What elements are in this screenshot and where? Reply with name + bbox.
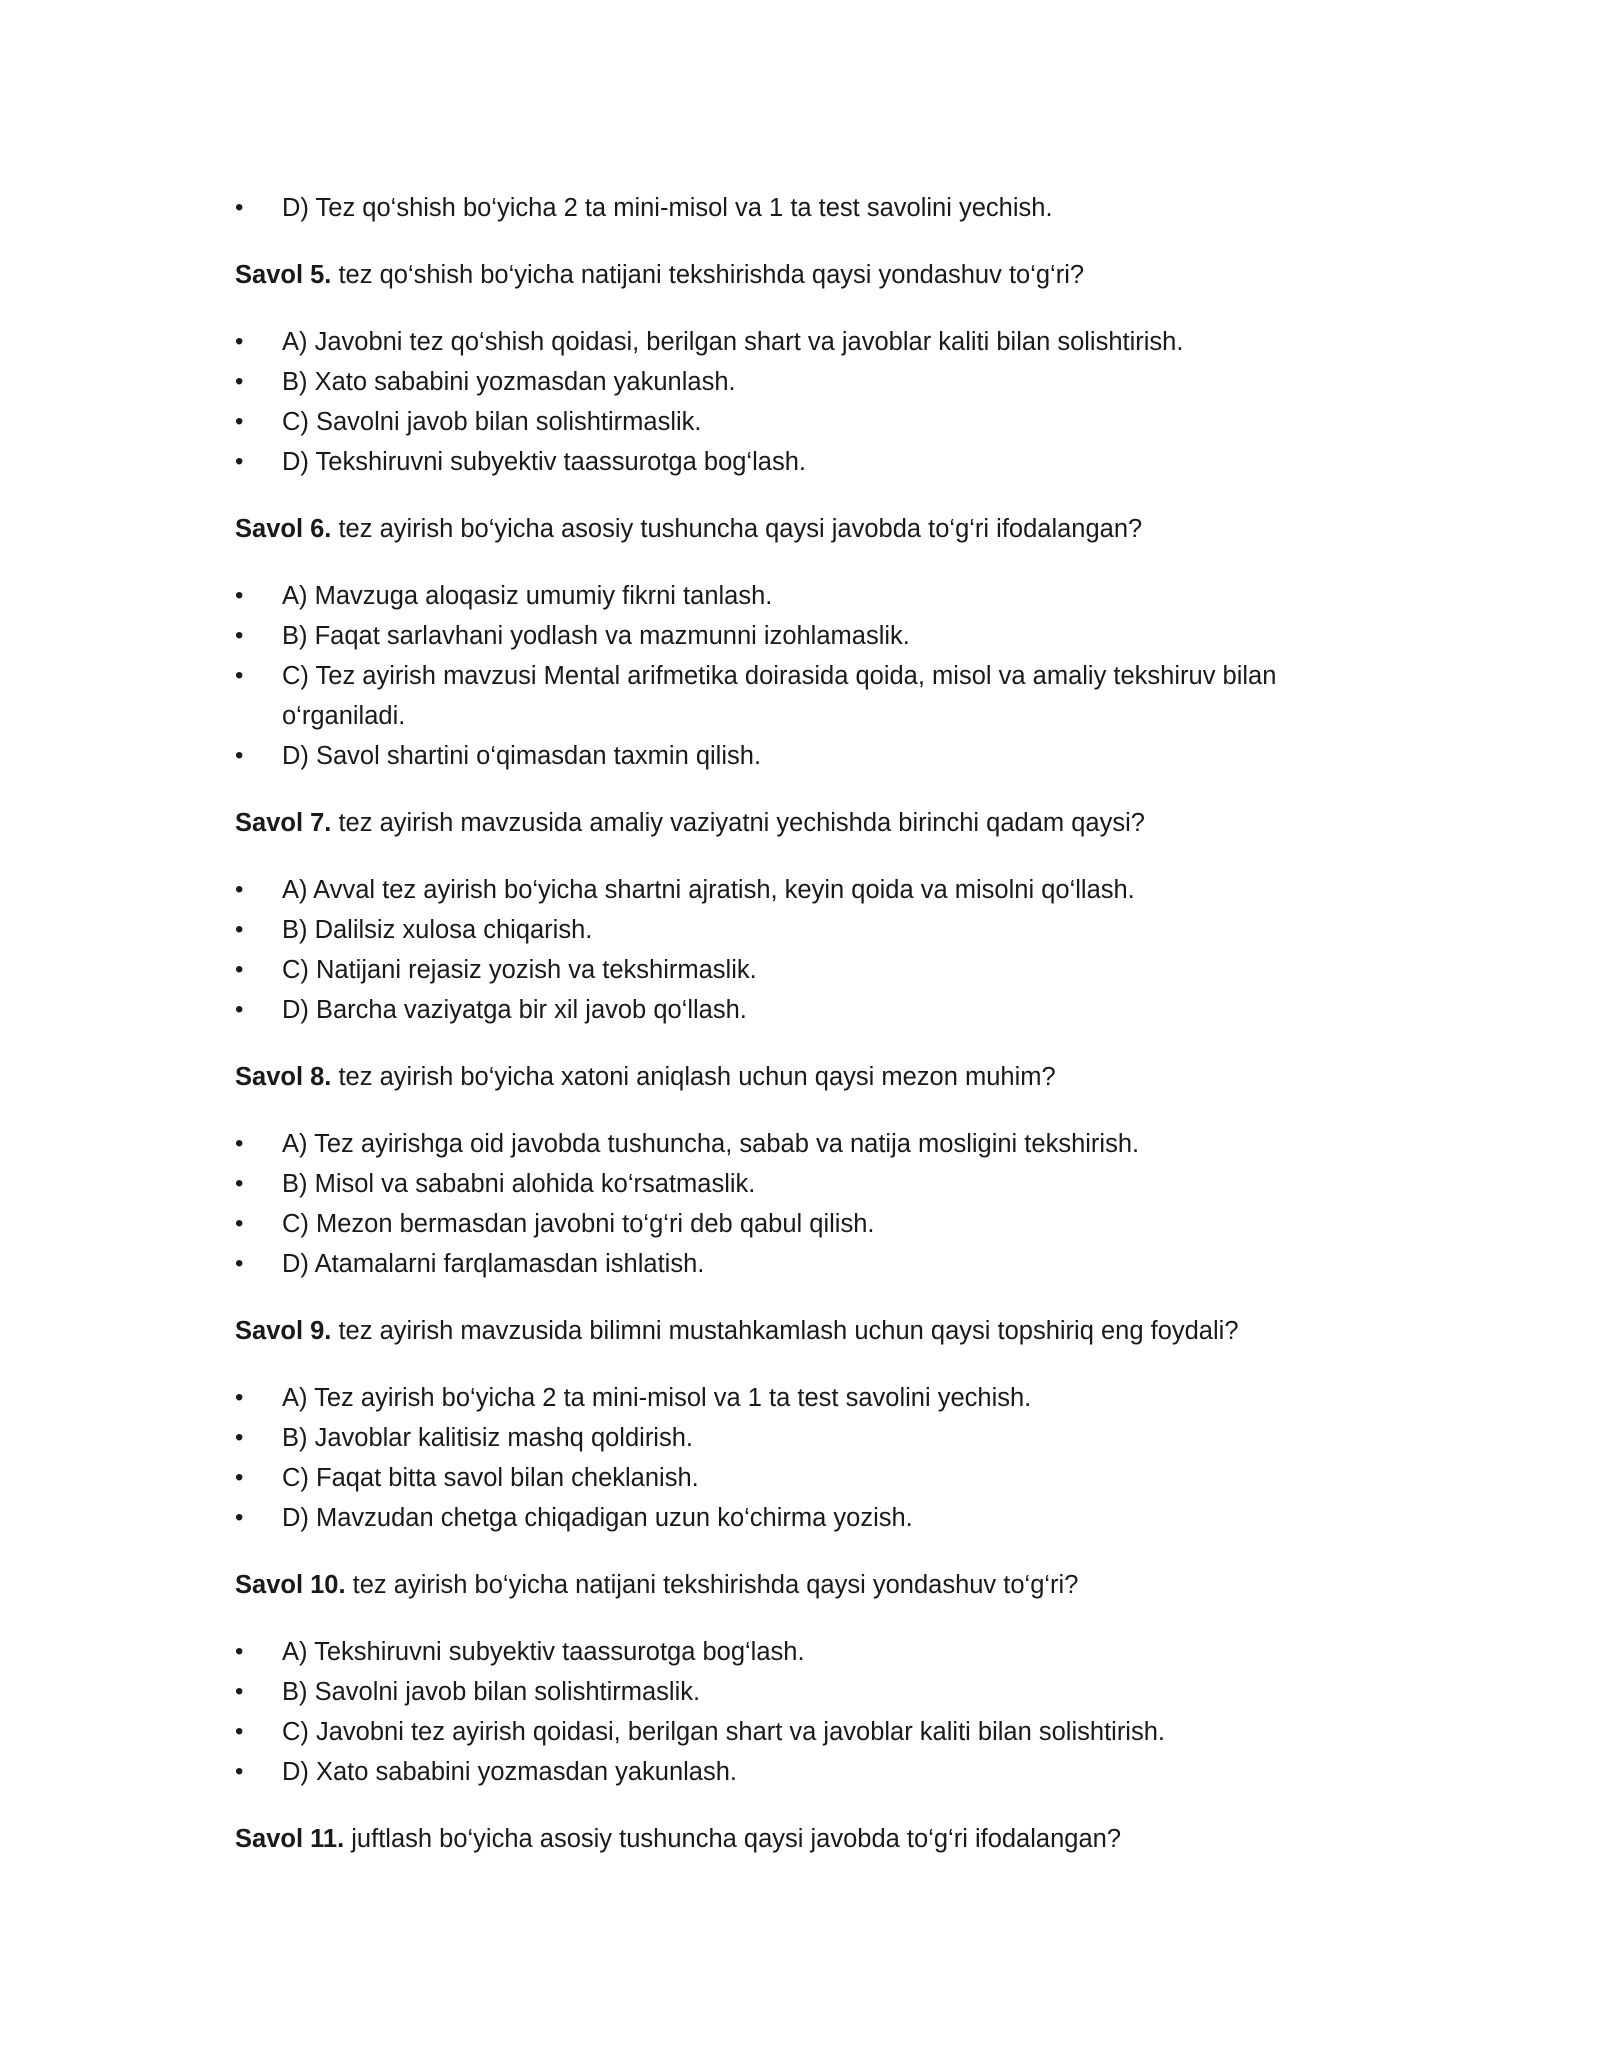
options-list bbox=[235, 1378, 1345, 1538]
question-heading bbox=[235, 255, 1345, 295]
question-text: tez qo‘shish bo‘yicha natijani tekshirishda qaysi yondashuv to‘g‘ri? bbox=[331, 261, 1085, 289]
bullet-icon: • bbox=[235, 1678, 244, 1705]
options-list bbox=[235, 322, 1345, 482]
question-text: juftlash bo‘yicha asosiy tushuncha qaysi javobda to‘g‘ri ifodalangan? bbox=[344, 1825, 1122, 1853]
list-item bbox=[235, 1498, 1345, 1538]
option-text: A) Tez ayirish bo‘yicha 2 ta mini-misol va 1 ta test savolini yechish. bbox=[282, 1384, 1032, 1412]
bullet-icon: • bbox=[235, 1130, 244, 1157]
options-list bbox=[235, 870, 1345, 1030]
option-text: C) Faqat bitta savol bilan cheklanish. bbox=[282, 1464, 699, 1492]
list-item bbox=[235, 1204, 1345, 1244]
option-text: C) Tez ayirish mavzusi Mental arifmetika doirasida qoida, misol va amaliy tekshiruv bilan o‘rganiladi. bbox=[282, 662, 1277, 730]
bullet-icon: • bbox=[235, 1384, 244, 1411]
list-item bbox=[235, 1164, 1345, 1204]
bullet-icon: • bbox=[235, 1170, 244, 1197]
question-label: Savol 5. bbox=[235, 261, 332, 289]
list-item bbox=[235, 576, 1345, 616]
list-item bbox=[235, 362, 1345, 402]
bullet-icon: • bbox=[235, 916, 244, 943]
question-block bbox=[235, 509, 1345, 776]
option-text: A) Avval tez ayirish bo‘yicha shartni ajratish, keyin qoida va misolni qo‘llash. bbox=[282, 876, 1135, 904]
question-block bbox=[235, 1565, 1345, 1792]
option-text: D) Tez qo‘shish bo‘yicha 2 ta mini-misol va 1 ta test savolini yechish. bbox=[282, 194, 1053, 222]
question-heading bbox=[235, 1311, 1345, 1351]
question-block bbox=[235, 1057, 1345, 1284]
list-item bbox=[235, 1712, 1345, 1752]
question-block bbox=[235, 1311, 1345, 1538]
bullet-icon: • bbox=[235, 408, 244, 435]
list-item bbox=[235, 188, 1345, 228]
bullet-icon: • bbox=[235, 1424, 244, 1451]
question-label: Savol 7. bbox=[235, 809, 332, 837]
question-label: Savol 9. bbox=[235, 1317, 332, 1345]
list-item bbox=[235, 1672, 1345, 1712]
list-item bbox=[235, 1244, 1345, 1284]
bullet-icon: • bbox=[235, 1638, 244, 1665]
question-block bbox=[235, 255, 1345, 482]
list-item bbox=[235, 616, 1345, 656]
list-item bbox=[235, 1752, 1345, 1792]
question-text: tez ayirish bo‘yicha asosiy tushuncha qaysi javobda to‘g‘ri ifodalangan? bbox=[331, 515, 1143, 543]
option-text: B) Faqat sarlavhani yodlash va mazmunni izohlamaslik. bbox=[282, 622, 910, 650]
bullet-icon: • bbox=[235, 1210, 244, 1237]
question-text: tez ayirish bo‘yicha natijani tekshirishda qaysi yondashuv to‘g‘ri? bbox=[345, 1571, 1079, 1599]
list-item bbox=[235, 1458, 1345, 1498]
bullet-icon: • bbox=[235, 1250, 244, 1277]
options-list bbox=[235, 1124, 1345, 1284]
option-text: D) Barcha vaziyatga bir xil javob qo‘llash. bbox=[282, 996, 747, 1024]
option-text: D) Mavzudan chetga chiqadigan uzun ko‘chirma yozish. bbox=[282, 1504, 913, 1532]
list-item bbox=[235, 910, 1345, 950]
bullet-icon: • bbox=[235, 1758, 244, 1785]
option-text: D) Atamalarni farqlamasdan ishlatish. bbox=[282, 1250, 705, 1278]
list-item bbox=[235, 656, 1345, 736]
bullet-icon: • bbox=[235, 996, 244, 1023]
option-text: B) Dalilsiz xulosa chiqarish. bbox=[282, 916, 593, 944]
bullet-icon: • bbox=[235, 742, 244, 769]
bullet-icon: • bbox=[235, 328, 244, 355]
question-heading bbox=[235, 1819, 1345, 1859]
question-text: tez ayirish bo‘yicha xatoni aniqlash uchun qaysi mezon muhim? bbox=[331, 1063, 1056, 1091]
list-item bbox=[235, 402, 1345, 442]
continued-options-list bbox=[235, 188, 1345, 228]
list-item bbox=[235, 322, 1345, 362]
bullet-icon: • bbox=[235, 662, 244, 689]
options-list bbox=[235, 1632, 1345, 1792]
bullet-icon: • bbox=[235, 1464, 244, 1491]
option-text: C) Natijani rejasiz yozish va tekshirmaslik. bbox=[282, 956, 757, 984]
list-item bbox=[235, 1378, 1345, 1418]
bullet-icon: • bbox=[235, 876, 244, 903]
option-text: B) Xato sababini yozmasdan yakunlash. bbox=[282, 368, 736, 396]
list-item bbox=[235, 990, 1345, 1030]
question-heading bbox=[235, 509, 1345, 549]
question-text: tez ayirish mavzusida amaliy vaziyatni yechishda birinchi qadam qaysi? bbox=[331, 809, 1145, 837]
question-label: Savol 10. bbox=[235, 1571, 346, 1599]
list-item bbox=[235, 950, 1345, 990]
question-block bbox=[235, 1819, 1345, 1859]
document-content bbox=[235, 188, 1345, 1886]
bullet-icon: • bbox=[235, 582, 244, 609]
bullet-icon: • bbox=[235, 622, 244, 649]
option-text: A) Mavzuga aloqasiz umumiy fikrni tanlash. bbox=[282, 582, 773, 610]
bullet-icon: • bbox=[235, 194, 244, 221]
options-list bbox=[235, 576, 1345, 776]
option-text: C) Savolni javob bilan solishtirmaslik. bbox=[282, 408, 702, 436]
list-item bbox=[235, 1632, 1345, 1672]
question-heading bbox=[235, 1565, 1345, 1605]
bullet-icon: • bbox=[235, 368, 244, 395]
list-item bbox=[235, 442, 1345, 482]
bullet-icon: • bbox=[235, 1504, 244, 1531]
option-text: D) Tekshiruvni subyektiv taassurotga bog‘lash. bbox=[282, 448, 806, 476]
list-item bbox=[235, 736, 1345, 776]
question-heading bbox=[235, 803, 1345, 843]
question-block bbox=[235, 803, 1345, 1030]
bullet-icon: • bbox=[235, 956, 244, 983]
list-item bbox=[235, 1124, 1345, 1164]
bullet-icon: • bbox=[235, 448, 244, 475]
option-text: C) Mezon bermasdan javobni to‘g‘ri deb qabul qilish. bbox=[282, 1210, 875, 1238]
option-text: B) Javoblar kalitisiz mashq qoldirish. bbox=[282, 1424, 693, 1452]
option-text: D) Xato sababini yozmasdan yakunlash. bbox=[282, 1758, 738, 1786]
list-item bbox=[235, 1418, 1345, 1458]
option-text: A) Tez ayirishga oid javobda tushuncha, sabab va natija mosligini tekshirish. bbox=[282, 1130, 1140, 1158]
option-text: D) Savol shartini o‘qimasdan taxmin qilish. bbox=[282, 742, 762, 770]
list-item bbox=[235, 870, 1345, 910]
question-label: Savol 11. bbox=[235, 1825, 345, 1853]
option-text: A) Javobni tez qo‘shish qoidasi, berilgan shart va javoblar kaliti bilan solishtirish. bbox=[282, 328, 1184, 356]
option-text: B) Misol va sababni alohida ko‘rsatmaslik. bbox=[282, 1170, 756, 1198]
option-text: C) Javobni tez ayirish qoidasi, berilgan shart va javoblar kaliti bilan solishtirish. bbox=[282, 1718, 1165, 1746]
bullet-icon: • bbox=[235, 1718, 244, 1745]
question-heading bbox=[235, 1057, 1345, 1097]
option-text: A) Tekshiruvni subyektiv taassurotga bog‘lash. bbox=[282, 1638, 805, 1666]
question-text: tez ayirish mavzusida bilimni mustahkamlash uchun qaysi topshiriq eng foydali? bbox=[331, 1317, 1239, 1345]
question-label: Savol 8. bbox=[235, 1063, 332, 1091]
question-label: Savol 6. bbox=[235, 515, 332, 543]
option-text: B) Savolni javob bilan solishtirmaslik. bbox=[282, 1678, 701, 1706]
